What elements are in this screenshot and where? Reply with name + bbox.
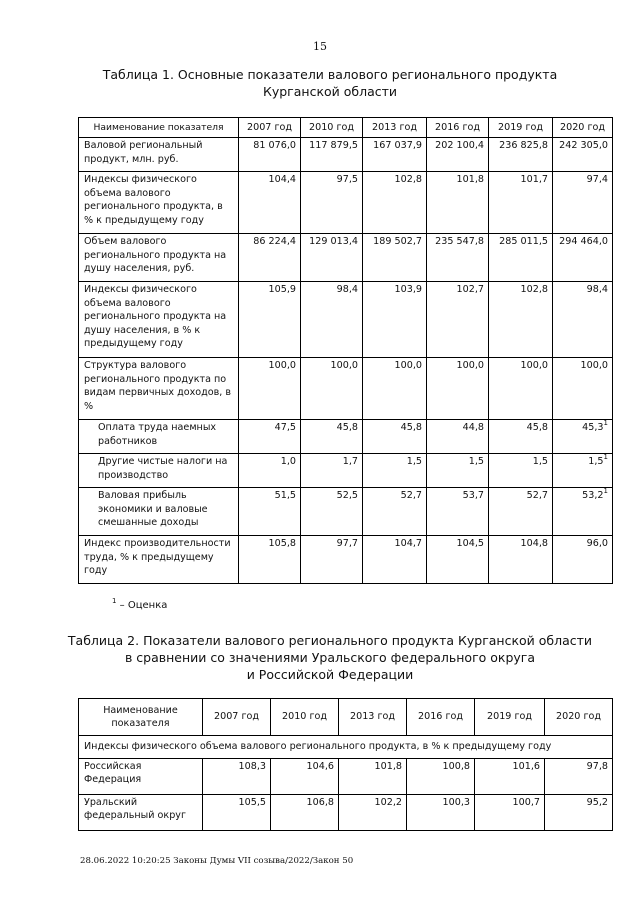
table1-row: [79, 172, 613, 234]
table1-cell-value: 102,7: [456, 284, 484, 295]
table1-cell-value: 1,5: [406, 456, 422, 467]
estimate-marker: 1: [603, 418, 608, 427]
table1-cell: [239, 172, 301, 234]
table1-cell-value: 52,5: [336, 490, 358, 501]
table1-cell-value: 100,0: [520, 360, 548, 371]
table1-cell: [553, 282, 613, 358]
page-number: 15: [313, 40, 327, 53]
table1-row-label: Оплата труда наемных работников: [79, 420, 239, 454]
table2-header: Наименование показателя: [79, 699, 203, 736]
table1-cell-value: 102,8: [520, 284, 548, 295]
table1-cell: [427, 420, 489, 454]
footnote-marker: 1: [112, 596, 117, 605]
table1-cell-value: 45,3: [582, 422, 604, 433]
table1-cell-value: 1,5: [468, 456, 484, 467]
table1-cell: [489, 488, 553, 536]
table2-caption: [0, 632, 640, 683]
table1-cell: [301, 282, 363, 358]
table1-cell: [427, 536, 489, 584]
table1-cell: [239, 282, 301, 358]
table1-cell-value: 167 037,9: [373, 140, 422, 151]
table1-cell: [553, 536, 613, 584]
table1-cell: [363, 234, 427, 282]
table1-cell-value: 235 547,8: [435, 236, 484, 247]
table2-caption-line2: в сравнении со значениями Уральского федерального округа: [124, 650, 536, 665]
table1-row-label: Объем валового регионального продукта на душу населения, руб.: [79, 234, 239, 282]
table2-cell-value: 95,2: [586, 796, 608, 808]
table1-cell-value: 45,8: [336, 422, 358, 433]
table1-cell-value: 44,8: [462, 422, 484, 433]
table1-row: [79, 358, 613, 420]
table1-cell: [489, 358, 553, 420]
footnote-text: – Оценка: [119, 600, 168, 611]
table2-cell: [475, 794, 545, 830]
table2-cell: [271, 794, 339, 830]
table1-cell-value: 51,5: [274, 490, 296, 501]
table2-cell-value: 102,2: [374, 796, 402, 808]
table2-cell-value: 97,8: [586, 760, 608, 772]
table2-cell: [475, 758, 545, 794]
table1-row: [79, 454, 613, 488]
table1-cell-value: 1,0: [280, 456, 296, 467]
table1-cell: [553, 420, 613, 454]
table1-cell: [489, 138, 553, 172]
table1-header: Наименование показателя: [79, 118, 239, 138]
table1-cell: [363, 488, 427, 536]
table2-header-row: [79, 699, 613, 736]
table1-cell: [301, 488, 363, 536]
table1-cell-value: 45,8: [400, 422, 422, 433]
table1-cell-value: 52,7: [526, 490, 548, 501]
table1-cell-value: 103,9: [394, 284, 422, 295]
table1-cell-value: 86 224,4: [253, 236, 296, 247]
table1-row-label: Валовой региональный продукт, млн. руб.: [79, 138, 239, 172]
table1-cell: [363, 454, 427, 488]
table1-cell-value: 100,0: [330, 360, 358, 371]
table2-header: 2010 год: [271, 699, 339, 736]
table1-cell-value: 101,7: [520, 174, 548, 185]
table1-cell-value: 1,7: [342, 456, 358, 467]
table1-cell: [427, 172, 489, 234]
table1-cell-value: 100,0: [456, 360, 484, 371]
table1-cell: [301, 138, 363, 172]
table1-footnote: [112, 596, 168, 611]
table1-cell: [301, 536, 363, 584]
table2-cell: [407, 758, 475, 794]
table2-cell: [203, 758, 271, 794]
table2-cell-value: 105,5: [238, 796, 266, 808]
table1-cell: [489, 172, 553, 234]
table1-row: [79, 488, 613, 536]
table1-cell-value: 97,5: [336, 174, 358, 185]
table1-cell-value: 129 013,4: [309, 236, 358, 247]
table2-cell-value: 101,8: [374, 760, 402, 772]
table2-header: 2019 год: [475, 699, 545, 736]
table1-cell-value: 242 305,0: [559, 140, 608, 151]
table2-cell: [407, 794, 475, 830]
table1-row-label: Индексы физического объема валового регионального продукта, в % к предыдущему году: [79, 172, 239, 234]
table1-cell-value: 117 879,5: [309, 140, 358, 151]
table2-cell-value: 100,8: [442, 760, 470, 772]
table1-cell: [553, 234, 613, 282]
table2-row-label: Уральский федеральный округ: [79, 794, 203, 830]
table1-cell-value: 104,8: [520, 538, 548, 549]
table2-cell: [545, 794, 613, 830]
table1-cell: [427, 282, 489, 358]
table1-header-row: [79, 118, 613, 138]
table2-cell-value: 101,6: [512, 760, 540, 772]
table2-header: 2020 год: [545, 699, 613, 736]
table1-caption-line1: Таблица 1. Основные показатели валового регионального продукта: [102, 67, 558, 82]
table1-caption: [0, 66, 640, 100]
table1-cell: [239, 234, 301, 282]
table2-row-label: Российская Федерация: [79, 758, 203, 794]
table1-cell-value: 45,8: [526, 422, 548, 433]
table1-cell: [427, 234, 489, 282]
table1-cell: [363, 282, 427, 358]
table2-cell-value: 100,7: [512, 796, 540, 808]
table1-header: 2016 год: [427, 118, 489, 138]
table1-cell-value: 101,8: [456, 174, 484, 185]
estimate-marker: 1: [603, 452, 608, 461]
table1-cell-value: 53,2: [582, 490, 604, 501]
table1-cell: [489, 536, 553, 584]
table1-cell: [427, 488, 489, 536]
table1-cell-value: 97,4: [586, 174, 608, 185]
table1-cell-value: 189 502,7: [373, 236, 422, 247]
table1-cell: [239, 138, 301, 172]
table1-row: [79, 234, 613, 282]
table1-row-label: Индексы физического объема валового регионального продукта на душу населения, в % к предыдущему году: [79, 282, 239, 358]
table2-row: [79, 758, 613, 794]
table1-cell: [239, 454, 301, 488]
table1-cell: [239, 488, 301, 536]
table1-row-label: Структура валового регионального продукта по видам первичных доходов, в %: [79, 358, 239, 420]
table1-row-label: Другие чистые налоги на производство: [79, 454, 239, 488]
table2-row: [79, 794, 613, 830]
table1-cell-value: 47,5: [274, 422, 296, 433]
table1-row-label: Индекс производительности труда, % к предыдущему году: [79, 536, 239, 584]
table1-header: 2007 год: [239, 118, 301, 138]
estimate-marker: 1: [603, 486, 608, 495]
table1-cell-value: 104,7: [394, 538, 422, 549]
table2-cell: [203, 794, 271, 830]
table2: [78, 698, 613, 831]
table1-cell: [239, 536, 301, 584]
table2-cell: [545, 758, 613, 794]
table1-cell-value: 98,4: [336, 284, 358, 295]
table1-cell-value: 98,4: [586, 284, 608, 295]
table1-cell: [363, 420, 427, 454]
table1-cell: [489, 454, 553, 488]
table2-cell: [339, 758, 407, 794]
table2-cell: [271, 758, 339, 794]
table1-cell-value: 294 464,0: [559, 236, 608, 247]
table1-header: 2013 год: [363, 118, 427, 138]
table2-section-row: [79, 736, 613, 759]
table1-cell-value: 1,5: [532, 456, 548, 467]
table1-cell: [363, 138, 427, 172]
table1-cell: [553, 488, 613, 536]
table2-cell: [339, 794, 407, 830]
table2-caption-line3: и Российской Федерации: [246, 667, 414, 682]
document-footer: 28.06.2022 10:20:25 Законы Думы VII созыва/2022/Закон 50: [80, 856, 354, 866]
table1-row: [79, 138, 613, 172]
table1-cell: [553, 172, 613, 234]
table1-cell-value: 96,0: [586, 538, 608, 549]
table1-cell-value: 105,9: [268, 284, 296, 295]
table1-cell: [301, 172, 363, 234]
table1-cell: [553, 358, 613, 420]
table1-cell-value: 100,0: [394, 360, 422, 371]
table2-section-title: Индексы физического объема валового регионального продукта, в % к предыдущему году: [79, 736, 613, 759]
table2-caption-line1: Таблица 2. Показатели валового регионального продукта Курганской области: [67, 633, 593, 648]
table2-cell-value: 108,3: [238, 760, 266, 772]
table1-cell: [553, 454, 613, 488]
table1-caption-line2: Курганской области: [262, 84, 398, 99]
table1-row: [79, 282, 613, 358]
table1-cell-value: 53,7: [462, 490, 484, 501]
table1-cell: [363, 536, 427, 584]
table1-cell-value: 52,7: [400, 490, 422, 501]
table1-cell-value: 81 076,0: [253, 140, 296, 151]
table1-cell-value: 1,5: [588, 456, 604, 467]
table1-row: [79, 420, 613, 454]
table1-cell: [489, 282, 553, 358]
table2-header: 2007 год: [203, 699, 271, 736]
table1: [78, 117, 613, 584]
table1-cell: [363, 358, 427, 420]
table1-cell: [301, 454, 363, 488]
table1-header: 2019 год: [489, 118, 553, 138]
table1-header: 2020 год: [553, 118, 613, 138]
table1-cell: [239, 420, 301, 454]
table1-cell: [427, 454, 489, 488]
table2-header: 2013 год: [339, 699, 407, 736]
table1-cell-value: 236 825,8: [499, 140, 548, 151]
table2-cell-value: 106,8: [306, 796, 334, 808]
table1-cell: [239, 358, 301, 420]
table1-cell-value: 102,8: [394, 174, 422, 185]
table1-cell-value: 97,7: [336, 538, 358, 549]
table1-cell: [489, 420, 553, 454]
table1-cell: [301, 358, 363, 420]
table1-cell: [363, 172, 427, 234]
table1-cell-value: 100,0: [268, 360, 296, 371]
table1-cell: [301, 234, 363, 282]
table1-cell: [489, 234, 553, 282]
table1-cell-value: 202 100,4: [435, 140, 484, 151]
table1-row: [79, 536, 613, 584]
table1-cell-value: 285 011,5: [499, 236, 548, 247]
table1-cell: [427, 358, 489, 420]
table1-cell: [427, 138, 489, 172]
table1-row-label: Валовая прибыль экономики и валовые смешанные доходы: [79, 488, 239, 536]
table2-cell-value: 104,6: [306, 760, 334, 772]
table1-cell-value: 100,0: [580, 360, 608, 371]
table1-cell-value: 105,8: [268, 538, 296, 549]
table1-cell: [301, 420, 363, 454]
table1-cell-value: 104,4: [268, 174, 296, 185]
table2-header: 2016 год: [407, 699, 475, 736]
table1-header: 2010 год: [301, 118, 363, 138]
table2-cell-value: 100,3: [442, 796, 470, 808]
table1-cell: [553, 138, 613, 172]
table1-cell-value: 104,5: [456, 538, 484, 549]
